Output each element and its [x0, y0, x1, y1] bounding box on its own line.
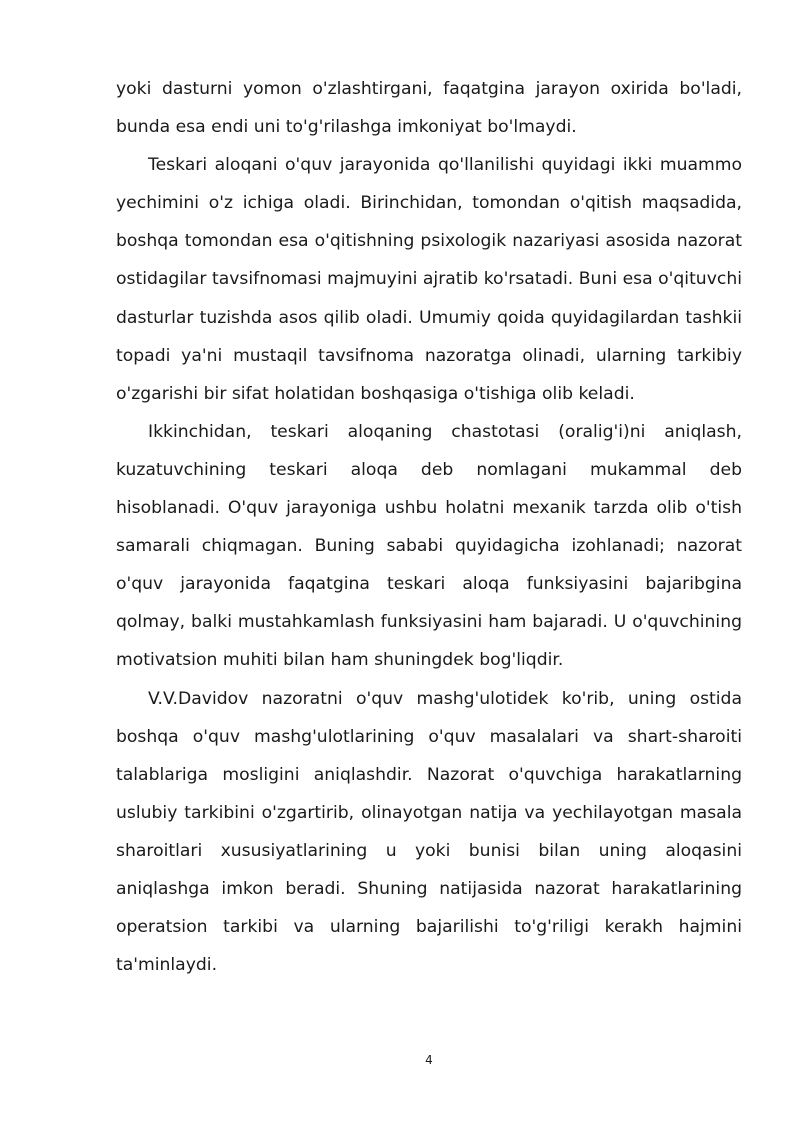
- paragraph-davidov-control: V.V.Davidov nazoratni o'quv mashg'ulotidek ko'rib, uning ostida boshqa o'quv mashg'ulotlarining o'quv masalalari va shart-sharoiti talablariga mosligini aniqlashdir. Nazorat o'quvchiga harakatlarning uslubiy tarkibini o'zgartirib, olinayotgan natija va yechilayotgan masala sharoitlari xususiyatlarining u yoki bunisi bilan uning aloqasini aniqlashga imkon beradi. Shuning natijasida nazorat harakatlarining operatsion tarkibi va ularning bajarilishi to'g'riligi kerakh hajmini ta'minlaydi.: [116, 688, 742, 976]
- paragraph-feedback-problems: Teskari aloqani o'quv jarayonida qo'llanilishi quyidagi ikki muammo yechimini o'z ichiga oladi. Birinchidan, tomondan o'qitish maqsadida, boshqa tomondan esa o'qitishning psixologik nazariyasi asosida nazorat ostidagilar tavsifnomasi majmuyini ajratib ko'rsatadi. Buni esa o'qituvchi dasturlar tuzishda asos qilib oladi. Umumiy qoida quyidagilardan tashkii topadi ya'ni mustaqil tavsifnoma nazoratga olinadi, ularning tarkibiy o'zgarishi bir sifat holatidan boshqasiga o'tishiga olib keladi.: [116, 155, 742, 404]
- paragraph-continuation: yoki dasturni yomon o'zlashtirgani, faqatgina jarayon oxirida bo'ladi, bunda esa endi uni to'g'rilashga imkoniyat bo'lmaydi.: [116, 79, 742, 138]
- page-number: 4: [425, 1053, 433, 1067]
- paragraph-feedback-frequency: Ikkinchidan, teskari aloqaning chastotasi (oralig'i)ni aniqlash, kuzatuvchining teskari aloqa deb nomlagani mukammal deb hisoblanadi. O'quv jarayoniga ushbu holatni mexanik tarzda olib o'tish samarali chiqmagan. Buning sababi quyidagicha izohlanadi; nazorat o'quv jarayonida faqatgina teskari aloqa funksiyasini bajaribgina qolmay, balki mustahkamlash funksiyasini ham bajaradi. U o'quvchining motivatsion muhiti bilan ham shuningdek bog'liqdir.: [116, 421, 742, 671]
- document-body: [116, 70, 742, 984]
